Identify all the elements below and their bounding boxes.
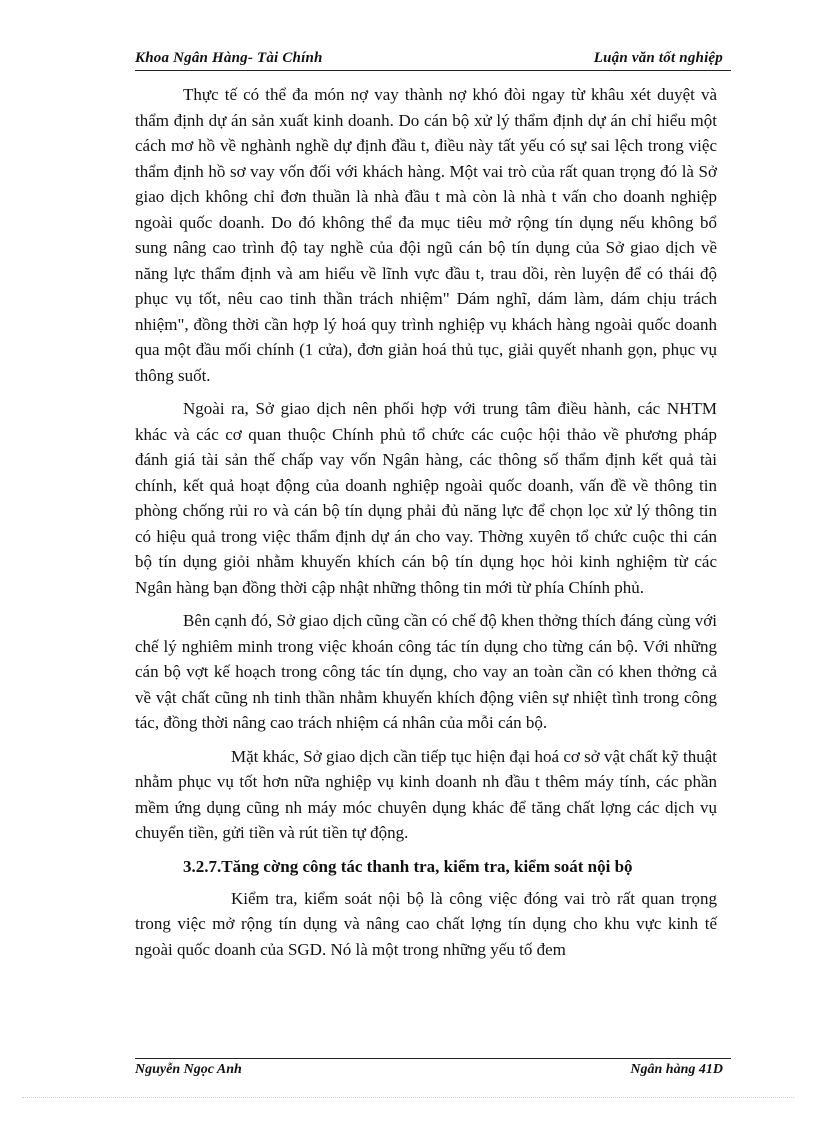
page-header bbox=[135, 46, 729, 72]
footer-author: Nguyễn Ngọc Anh bbox=[135, 1062, 242, 1077]
page-body bbox=[135, 82, 717, 970]
page-edge-divider bbox=[22, 1097, 794, 1098]
paragraph-5: Kiểm tra, kiểm soát nội bộ là công việc đóng vai trò rất quan trọng trong việc mở rộng tín dụng và nâng cao chất lợng tín dụng cho khu vực kinh tế ngoài quốc doanh của SGD. Nó là một trong những yếu tố đem bbox=[135, 888, 717, 959]
paragraph-2: Ngoài ra, Sở giao dịch nên phối hợp với trung tâm điều hành, các NHTM khác và các cơ quan thuộc Chính phủ tổ chức các cuộc hội thảo về phương pháp đánh giá tài sản thế chấp vay vốn Ngân hàng, các thông số thẩm định kết quả tài chính, kết quả hoạt động của doanh nghiệp ngoài quốc doanh, vấn đề về thông tin phòng chống rủi ro và cán bộ tín dụng phải đủ năng lực để chọn lọc xử lý thông tin có hiệu quả trong việc thẩm định dự án cho vay. Thờng xuyên tổ chức cuộc thi cán bộ tín dụng giỏi nhằm khuyến khích cán bộ tín dụng học hỏi kinh nghiệm từ các Ngân hàng bạn đồng thời cập nhật những thông tin mới từ phía Chính phủ. bbox=[135, 399, 717, 597]
page-footer bbox=[135, 1062, 729, 1080]
section-heading: 3.2.7.Tăng cờng công tác thanh tra, kiểm tra, kiểm soát nội bộ bbox=[183, 856, 633, 876]
footer-rule bbox=[135, 1058, 731, 1059]
paragraph-4: Mặt khác, Sở giao dịch cần tiếp tục hiện đại hoá cơ sở vật chất kỹ thuật nhằm phục vụ tốt hơn nữa nghiệp vụ kinh doanh nh đầu t thêm máy tính, các phần mềm ứng dụng cũng nh máy móc chuyên dụng khác để tăng chất lợng các dịch vụ chuyển tiền, gửi tiền và rút tiền tự động. bbox=[135, 746, 717, 842]
header-document-type: Luận văn tốt nghiệp bbox=[593, 50, 723, 66]
paragraph-3: Bên cạnh đó, Sở giao dịch cũng cần có chế độ khen thởng thích đáng cùng với chế lý nghiêm minh trong việc khoán công tác tín dụng cho từng cán bộ. Với những cán bộ vợt kế hoạch trong công tác tín dụng, cho vay an toàn cần có khen thởng cả về vật chất cũng nh tinh thần nhằm khuyến khích động viên sự nhiệt tình trong công tác, đồng thời nâng cao trách nhiệm cá nhân của mỗi cán bộ. bbox=[135, 611, 717, 732]
header-rule bbox=[135, 70, 731, 71]
paragraph-1: Thực tế có thể đa món nợ vay thành nợ khó đòi ngay từ khâu xét duyệt và thẩm định dự án sản xuất kinh doanh. Do cán bộ xử lý thẩm định dự án chỉ hiểu một cách mơ hồ về nghành nghề dự định đầu t, điều này tất yếu có sự sai lệch trong việc thẩm định hồ sơ vay vốn đối với khách hàng. Một vai trò của rất quan trọng đó là Sở giao dịch không chỉ đơn thuần là nhà đầu t mà còn là nhà t vấn cho doanh nghiệp ngoài quốc doanh. Do đó không thể đa mục tiêu mở rộng tín dụng nếu không bổ sung nâng cao trình độ tay nghề của đội ngũ cán bộ tín dụng của Sở giao dịch về năng lực thẩm định và am hiểu về lĩnh vực đầu t, trau dồi, rèn luyện để có thái độ phục vụ tốt, nêu cao tinh thần trách nhiệm" Dám nghĩ, dám làm, dám chịu trách nhiệm", đồng thời cần hợp lý hoá quy trình nghiệp vụ khách hàng ngoài quốc doanh qua một đầu mối chính (1 cửa), đơn giản hoá thủ tục, giải quyết nhanh gọn, phục vụ thông suốt. bbox=[135, 85, 717, 385]
footer-class: Ngân hàng 41D bbox=[630, 1062, 723, 1077]
header-faculty: Khoa Ngân Hàng- Tài Chính bbox=[135, 50, 323, 66]
